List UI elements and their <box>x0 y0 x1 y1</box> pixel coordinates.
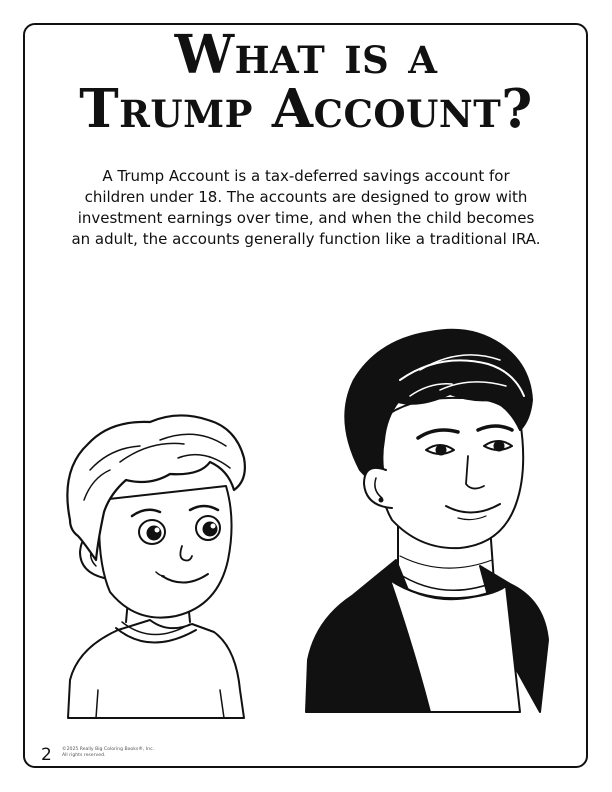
intro-line-3: investment earnings over time, and when the child becomes <box>77 209 535 227</box>
intro-line-1: A Trump Account is a tax-deferred savings account for <box>102 167 510 185</box>
intro-line-2: children under 18. The accounts are designed to grow with <box>84 188 528 206</box>
copyright-line-1: ©2025 Really Big Coloring Books®, Inc. <box>62 747 155 752</box>
page-number: 2 <box>41 745 52 765</box>
child-figure <box>67 415 245 718</box>
intro-line-4: an adult, the accounts generally function like a traditional IRA. <box>71 230 541 248</box>
copyright-line-2: All rights reserved. <box>62 753 106 758</box>
title-line-1: What is a <box>174 24 438 86</box>
title-line-2: Trump Account? <box>79 78 533 140</box>
copyright-notice <box>62 747 212 759</box>
child-face <box>99 486 231 618</box>
adult-face <box>379 398 524 548</box>
adult-figure <box>306 330 548 712</box>
